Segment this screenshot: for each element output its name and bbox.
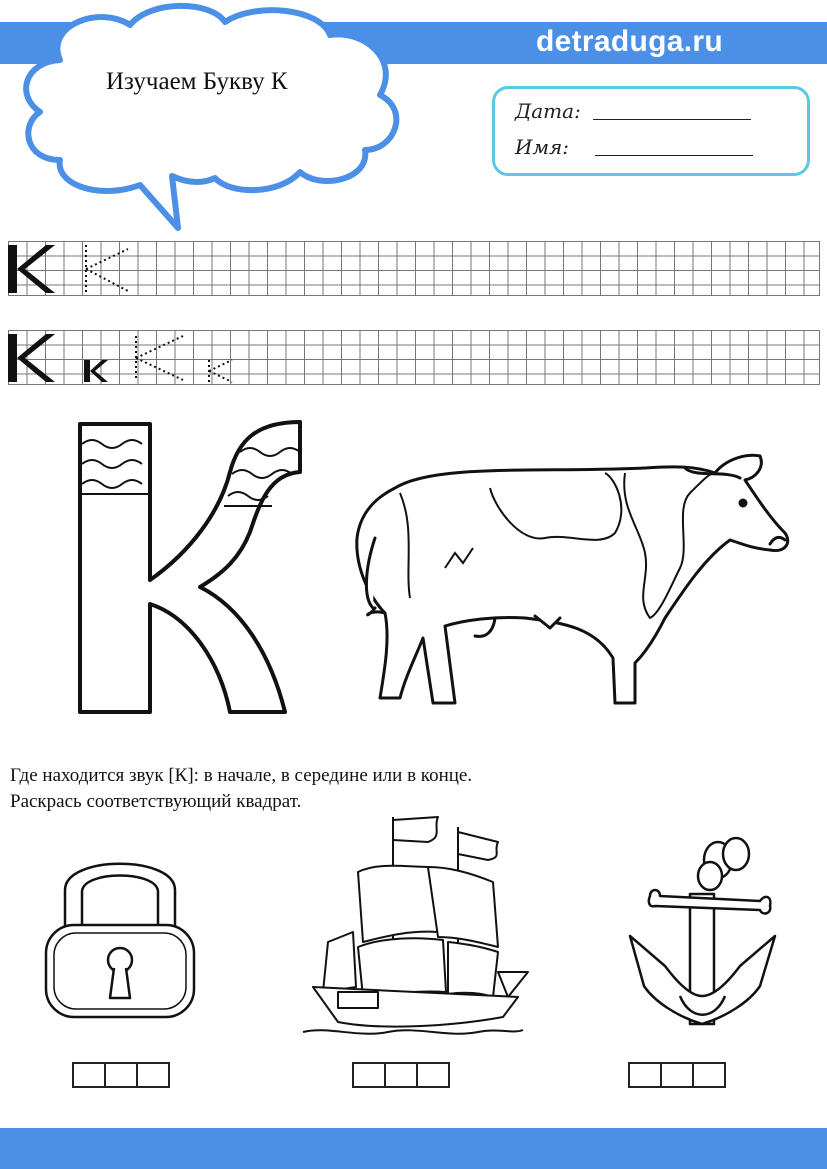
letter-k-coloring-icon <box>70 412 320 732</box>
name-field[interactable] <box>595 155 753 156</box>
practice-row-2-glyphs <box>8 330 248 386</box>
sound-squares-anchor <box>628 1062 724 1088</box>
square-middle[interactable] <box>660 1062 694 1088</box>
task-instruction-line-1: Где находится звук [К]: в начале, в середине или в конце. <box>10 765 473 786</box>
cow-icon <box>345 448 795 728</box>
padlock-icon <box>40 840 200 1025</box>
printed-letter-k-lower <box>84 360 108 382</box>
square-end[interactable] <box>416 1062 450 1088</box>
square-begin[interactable] <box>352 1062 386 1088</box>
site-name: detraduga.ru <box>536 25 723 58</box>
task-instruction-line-2: Раскрась соответствующий квадрат. <box>10 791 302 812</box>
printed-letter-k <box>8 334 55 382</box>
anchor-icon <box>610 836 785 1036</box>
square-end[interactable] <box>136 1062 170 1088</box>
info-box <box>492 86 810 176</box>
date-label: Дата: <box>515 99 581 123</box>
square-middle[interactable] <box>384 1062 418 1088</box>
dotted-letter-k <box>86 245 128 293</box>
square-begin[interactable] <box>628 1062 662 1088</box>
name-label: Имя: <box>515 135 570 159</box>
printed-letter-k <box>8 245 55 293</box>
sound-squares-ship <box>352 1062 448 1088</box>
dotted-letter-k-lower <box>209 360 232 382</box>
square-end[interactable] <box>692 1062 726 1088</box>
sailing-ship-icon <box>298 812 533 1044</box>
bottom-banner <box>0 1128 827 1169</box>
speech-cloud <box>0 0 420 240</box>
date-field[interactable] <box>593 119 751 120</box>
bubble-title: Изучаем Букву К <box>106 68 288 95</box>
dotted-letter-k <box>136 336 183 380</box>
sound-squares-padlock <box>72 1062 168 1088</box>
square-begin[interactable] <box>72 1062 106 1088</box>
practice-row-1-glyphs <box>8 241 148 297</box>
square-middle[interactable] <box>104 1062 138 1088</box>
